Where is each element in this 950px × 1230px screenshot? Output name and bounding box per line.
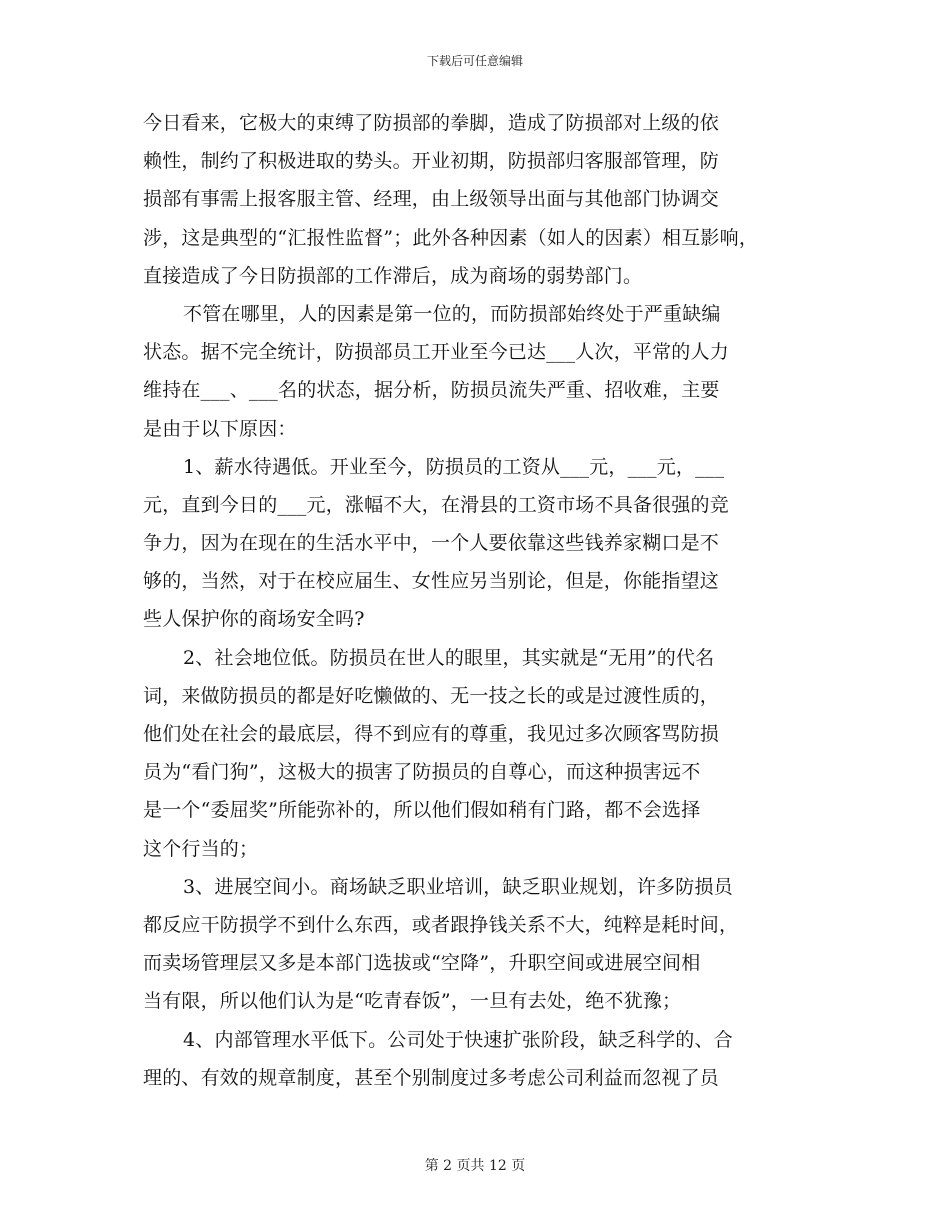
text-line: 够的，当然，对于在校应届生、女性应另当别论，但是，你能指望这	[143, 570, 720, 593]
text-line: 而卖场管理层又多是本部门选拔或“空降”，升职空间或进展空间相	[143, 952, 701, 975]
text-line: 损部有事需上报客服主管、经理，由上级领导出面与其他部门协调交	[143, 188, 720, 211]
page-header: 下载后可任意编辑	[426, 54, 523, 68]
text-line: 不管在哪里，人的因素是第一位的，而防损部始终处于严重缺编	[183, 302, 721, 325]
paragraph	[143, 639, 813, 868]
text-line: 理的、有效的规章制度，甚至个别制度过多考虑公司利益而忽视了员	[143, 1066, 720, 1089]
document-body	[143, 104, 813, 1097]
text-line: 他们处在社会的最底层，得不到应有的尊重，我见过多次顾客骂防损	[143, 723, 720, 745]
paragraph	[143, 1021, 813, 1097]
paragraph	[143, 868, 813, 1021]
text-line: 状态。据不完全统计，防损部员工开业至今已达___人次，平常的人力	[143, 341, 729, 364]
text-line: 当有限，所以他们认为是“吃青春饭”，一旦有去处，绝不犹豫；	[143, 990, 682, 1013]
text-line: 2、社会地位低。防损员在世人的眼里，其实就是“无用”的代名	[183, 646, 715, 669]
text-line: 直接造成了今日防损部的工作滞后，成为商场的弱势部门。	[143, 264, 643, 287]
text-line: 都反应干防损学不到什么东西，或者跟挣钱关系不大，纯粹是耗时间，	[143, 913, 739, 936]
text-line: 这个行当的；	[143, 837, 259, 860]
paragraph	[143, 448, 813, 639]
page-footer: 第 2 页共 12 页	[424, 1158, 526, 1174]
text-line: 争力，因为在现在的生活水平中，一个人要依靠这些钱养家糊口是不	[143, 532, 720, 555]
paragraph	[143, 295, 813, 448]
paragraph	[143, 104, 813, 295]
text-line: 词，来做防损员的都是好吃懒做的、无一技之长的或是过渡性质的，	[143, 684, 720, 707]
text-line: 3、进展空间小。商场缺乏职业培训，缺乏职业规划，许多防损员	[183, 875, 733, 898]
text-line: 是一个“委屈奖”所能弥补的，所以他们假如稍有门路，都不会选择	[143, 799, 701, 822]
text-line: 是由于以下原因：	[143, 417, 297, 440]
text-line: 元，直到今日的___元，涨幅不大，在滑县的工资市场不具备很强的竞	[143, 493, 729, 516]
text-line: 员为“看门狗”，这极大的损害了防损员的自尊心，而这种损害远不	[143, 761, 701, 784]
text-line: 今日看来，它极大的束缚了防损部的拳脚，造成了防损部对上级的依	[143, 112, 720, 134]
text-line: 1、薪水待遇低。开业至今，防损员的工资从___元，___元，___	[183, 455, 725, 478]
text-line: 涉，这是典型的“汇报性监督”；此外各种因素（如人的因素）相互影响，	[143, 226, 759, 249]
text-line: 4、内部管理水平低下。公司处于快速扩张阶段，缺乏科学的、合	[183, 1028, 733, 1051]
text-line: 维持在___、___名的状态，据分析，防损员流失严重、招收难，主要	[143, 379, 720, 402]
text-line: 赖性，制约了积极进取的势头。开业初期，防损部归客服部管理，防	[143, 150, 720, 173]
text-line: 些人保护你的商场安全吗?	[143, 608, 365, 631]
